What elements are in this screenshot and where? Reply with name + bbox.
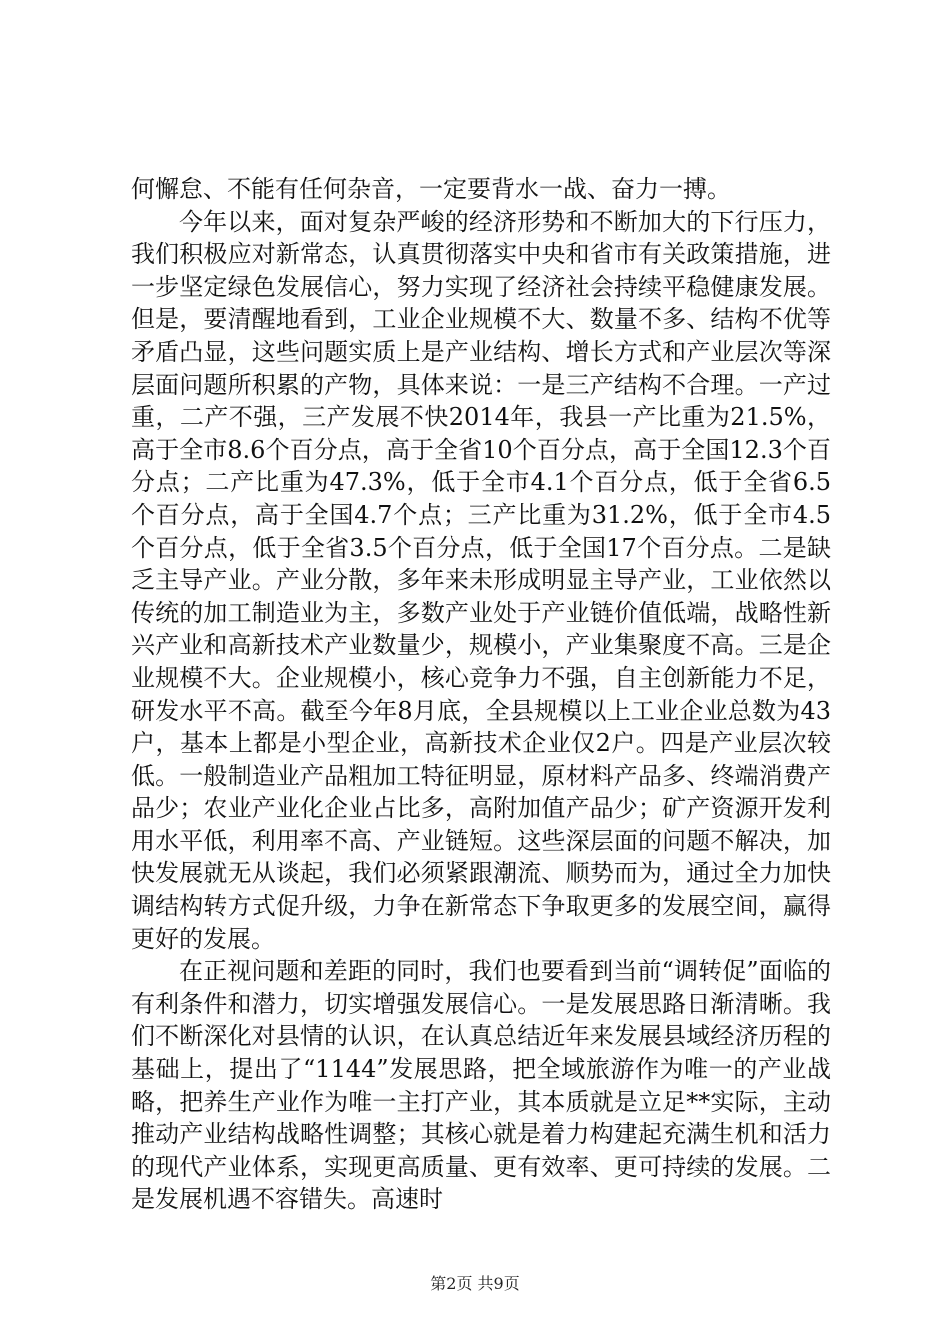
paragraph-economic-problems: 今年以来，面对复杂严峻的经济形势和不断加大的下行压力，我们积极应对新常态，认真贯彻落实中央和省市有关政策措施，进一步坚定绿色发展信心，努力实现了经济社会持续平稳健康发展。但是，要清醒地看到，工业企业规模不大、数量不多、结构不优等矛盾凸显，这些问题实质上是产业结构、增长方式和产业层次等深层面问题所积累的产物，具体来说：一是三产结构不合理。一产过重，二产不强，三产发展不快2014年，我县一产比重为21.5%，高于全市8.6个百分点，高于全省10个百分点，高于全国12.3个百分点；二产比重为47.3%，低于全市4.1个百分点，低于全省6.5个百分点，高于全国4.7个点；三产比重为31.2%，低于全市4.5个百分点，低于全省3.5个百分点，低于全国17个百分点。二是缺乏主导产业。产业分散，多年来未形成明显主导产业，工业依然以传统的加工制造业为主，多数产业处于产业链价值低端，战略性新兴产业和高新技术产业数量少，规模小，产业集聚度不高。三是企业规模不大。企业规模小，核心竞争力不强，自主创新能力不足，研发水平不高。截至今年8月底，全县规模以上工业企业总数为43户，基本上都是小型企业，高新技术企业仅2户。四是产业层次较低。一般制造业产品粗加工特征明显，原材料产品多、终端消费产品少；农业产业化企业占比多，高附加值产品少；矿产资源开发利用水平低，利用率不高、产业链短。这些深层面的问题不解决，加快发展就无从谈起，我们必须紧跟潮流、顺势而为，通过全力加快调结构转方式促升级，力争在新常态下争取更多的发展空间，赢得更好的发展。 <box>131 207 831 953</box>
document-body <box>131 173 831 1216</box>
page-number-label: 第2页 共9页 <box>430 1274 520 1293</box>
paragraph-favorable-conditions: 在正视问题和差距的同时，我们也要看到当前“调转促”面临的有利条件和潜力，切实增强发展信心。一是发展思路日渐清晰。我们不断深化对县情的认识，在认真总结近年来发展县域经济历程的基础上，提出了“1144”发展思路，把全域旅游作为唯一的产业战略，把养生产业作为唯一主打产业，其本质就是立足**实际，主动推动产业结构战略性调整；其核心就是着力构建起充满生机和活力的现代产业体系，实现更高质量、更有效率、更可持续的发展。二是发展机遇不容错失。高速时 <box>131 957 831 1214</box>
page-footer <box>0 1274 950 1294</box>
paragraph-continuation: 何懈怠、不能有任何杂音，一定要背水一战、奋力一搏。 <box>131 175 731 203</box>
